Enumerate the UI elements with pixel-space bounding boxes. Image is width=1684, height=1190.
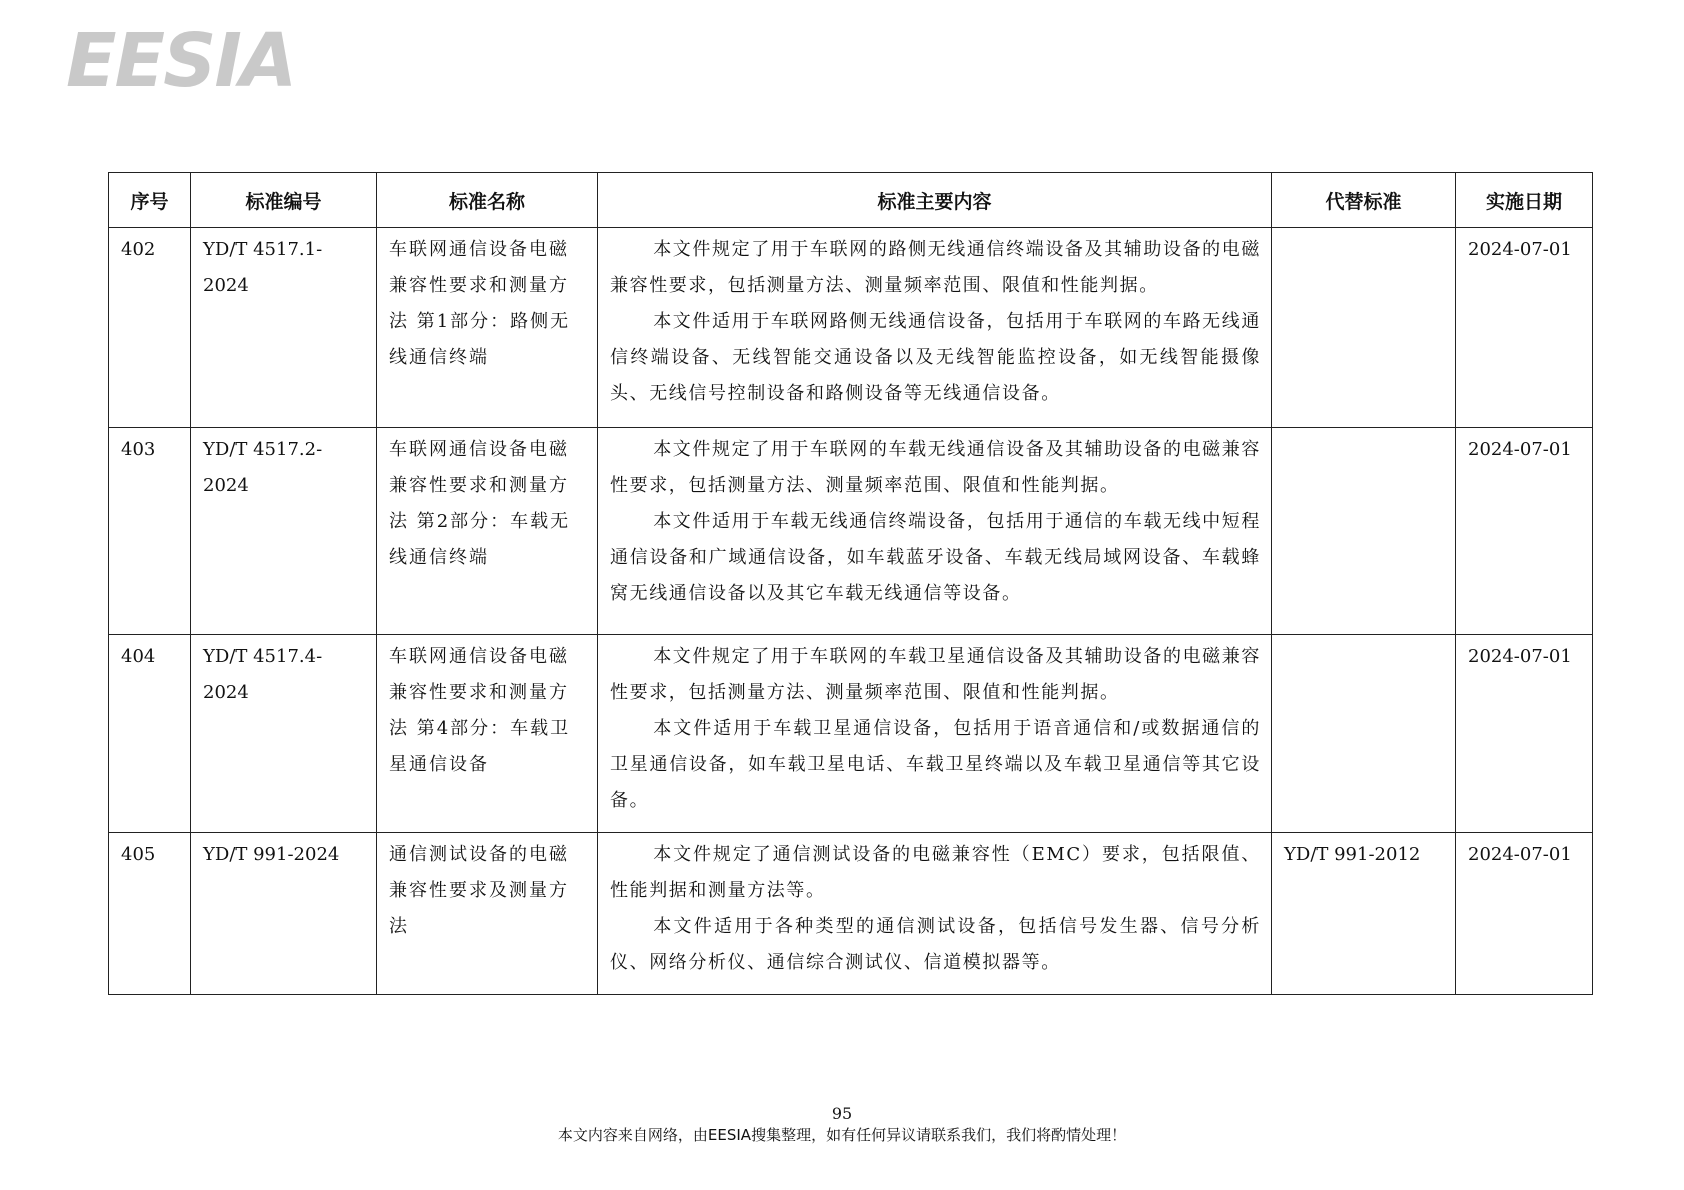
row-replaces [1272,428,1456,635]
row-date: 2024-07-01 [1456,833,1593,995]
row-seq: 405 [109,833,191,995]
table-row [109,228,1593,428]
row-name: 车联网通信设备电磁兼容性要求和测量方法 第2部分：车载无线通信终端 [377,428,598,635]
row-code: YD/T 4517.4-2024 [191,635,377,833]
content-paragraph: 本文件适用于车联网路侧无线通信设备，包括用于车联网的车路无线通信终端设备、无线智能交通设备以及无线智能监控设备，如无线智能摄像头、无线信号控制设备和路侧设备等无线通信设备。 [610,311,1261,404]
row-code: YD/T 991-2024 [191,833,377,995]
header-seq: 序号 [109,173,191,228]
content-paragraph: 本文件规定了用于车联网的车载卫星通信设备及其辅助设备的电磁兼容性要求，包括测量方法、测量频率范围、限值和性能判据。 [610,646,1261,703]
table-row [109,833,1593,995]
header-code: 标准编号 [191,173,377,228]
content-paragraph: 本文件规定了通信测试设备的电磁兼容性（EMC）要求，包括限值、性能判据和测量方法等。 [610,844,1261,901]
row-date: 2024-07-01 [1456,428,1593,635]
eesia-logo: EESIA [66,18,296,104]
row-date: 2024-07-01 [1456,635,1593,833]
row-name: 车联网通信设备电磁兼容性要求和测量方法 第4部分：车载卫星通信设备 [377,635,598,833]
row-content [598,833,1272,995]
row-replaces: YD/T 991-2012 [1272,833,1456,995]
table-header-row [109,173,1593,228]
content-paragraph: 本文件适用于车载无线通信终端设备，包括用于通信的车载无线中短程通信设备和广域通信设备，如车载蓝牙设备、车载无线局域网设备、车载蜂窝无线通信设备以及其它车载无线通信等设备。 [610,511,1261,604]
row-replaces [1272,635,1456,833]
row-seq: 402 [109,228,191,428]
content-paragraph: 本文件规定了用于车联网的车载无线通信设备及其辅助设备的电磁兼容性要求，包括测量方法、测量频率范围、限值和性能判据。 [610,439,1261,496]
table-row [109,428,1593,635]
content-paragraph: 本文件适用于车载卫星通信设备，包括用于语音通信和/或数据通信的卫星通信设备，如车载卫星电话、车载卫星终端以及车载卫星通信等其它设备。 [610,718,1261,811]
row-name: 车联网通信设备电磁兼容性要求和测量方法 第1部分：路侧无线通信终端 [377,228,598,428]
row-date: 2024-07-01 [1456,228,1593,428]
footer-note: 本文内容来自网络，由EESIA搜集整理，如有任何异议请联系我们，我们将酌情处理！ [557,1126,1127,1144]
content-paragraph: 本文件适用于各种类型的通信测试设备，包括信号发生器、信号分析仪、网络分析仪、通信综合测试仪、信道模拟器等。 [610,916,1261,973]
header-name: 标准名称 [377,173,598,228]
row-seq: 404 [109,635,191,833]
row-code: YD/T 4517.1-2024 [191,228,377,428]
table-row [109,635,1593,833]
header-replaces: 代替标准 [1272,173,1456,228]
row-seq: 403 [109,428,191,635]
header-date: 实施日期 [1456,173,1593,228]
row-content [598,228,1272,428]
row-content [598,635,1272,833]
row-name: 通信测试设备的电磁兼容性要求及测量方法 [377,833,598,995]
row-code: YD/T 4517.2-2024 [191,428,377,635]
content-paragraph: 本文件规定了用于车联网的路侧无线通信终端设备及其辅助设备的电磁兼容性要求，包括测量方法、测量频率范围、限值和性能判据。 [610,239,1261,296]
page-number: 95 [831,1104,853,1123]
header-content: 标准主要内容 [598,173,1272,228]
standards-table [108,172,1593,995]
row-replaces [1272,228,1456,428]
row-content [598,428,1272,635]
